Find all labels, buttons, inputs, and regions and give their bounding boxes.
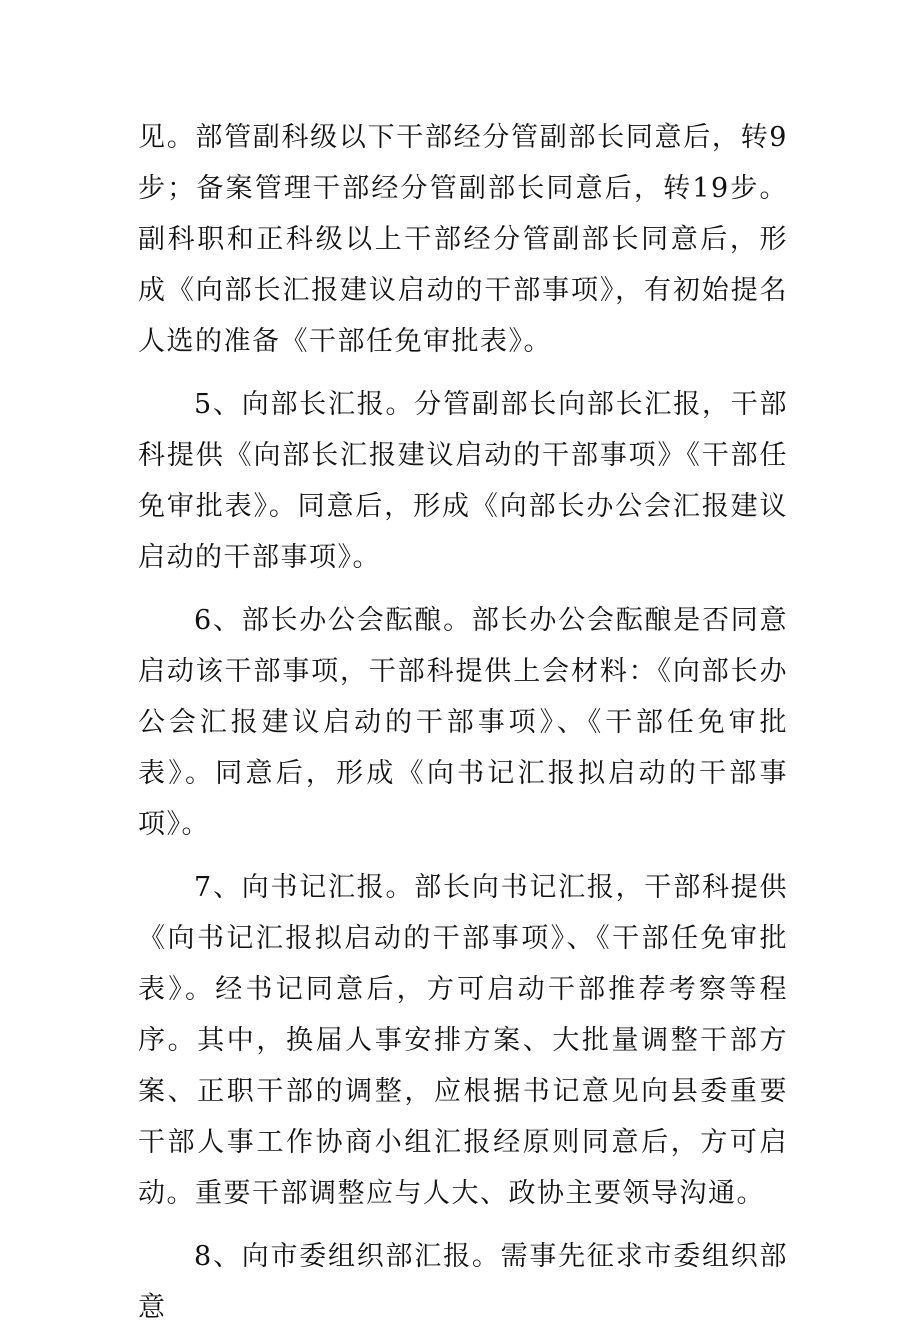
paragraph-step-7: 7、向书记汇报。部长向书记汇报，干部科提供《向书记汇报拟启动的干部事项》、《干部任免审批表》。经书记同意后，方可启动干部推荐考察等程序。其中，换届人事安排方案、大批量调整干部方案、正职干部的调整，应根据书记意见向县委重要干部人事工作协商小组汇报经原则同意后，方可启动。重要干部调整应与人大、政协主要领导沟通。 — [138, 872, 788, 1209]
document-body — [138, 112, 788, 1333]
paragraph-step-8: 8、向市委组织部汇报。需事先征求市委组织部意 — [138, 1241, 788, 1323]
paragraph-step-5: 5、向部长汇报。分管副部长向部长汇报，干部科提供《向部长汇报建议启动的干部事项》《干部任免审批表》。同意后，形成《向部长办公会汇报建议启动的干部事项》。 — [138, 389, 788, 573]
paragraph-continuation: 见。部管副科级以下干部经分管副部长同意后，转9步；备案管理干部经分管副部长同意后，转19步。副科职和正科级以上干部经分管副部长同意后，形成《向部长汇报建议启动的干部事项》，有初始提名人选的准备《干部任免审批表》。 — [138, 122, 788, 357]
paragraph-step-6: 6、部长办公会酝酿。部长办公会酝酿是否同意启动该干部事项，干部科提供上会材料：《向部长办公会汇报建议启动的干部事项》、《干部任免审批表》。同意后，形成《向书记汇报拟启动的干部事项》。 — [138, 605, 788, 840]
